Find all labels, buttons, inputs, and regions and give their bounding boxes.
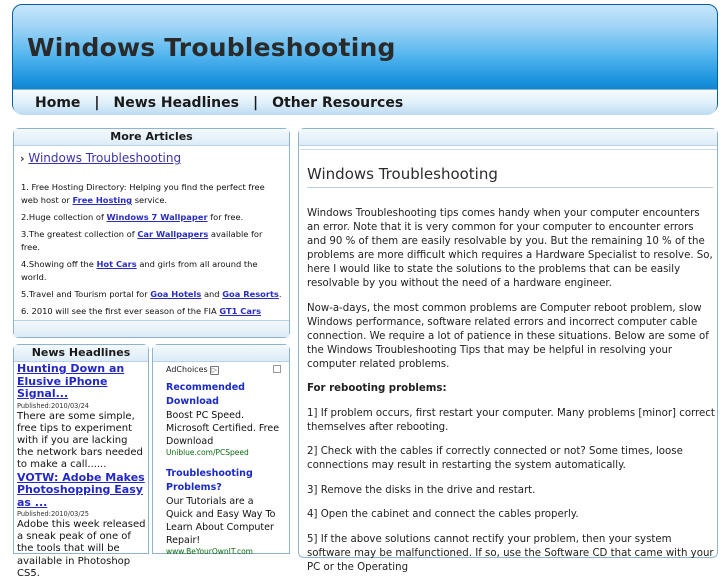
list-item: 3.The greatest collection of Car Wallpapers available for free.	[21, 229, 263, 252]
list-item: 6. 2010 will see the first ever season of the FIA GT1 Cars	[21, 306, 262, 316]
adchoices-row[interactable]	[166, 363, 283, 379]
article-list	[14, 165, 289, 331]
ad-text: Our Tutorials are a Quick and Easy Way To Learn About Computer Repair!	[166, 496, 276, 546]
news-summary: There are some simple, free tips to experiment with if you are lacking the network bars needed to make a call......	[17, 410, 143, 471]
close-icon[interactable]	[273, 365, 281, 373]
more-articles-panel	[13, 128, 290, 338]
step-item: 3] Remove the disks in the drive and restart.	[307, 484, 536, 496]
panel-footer	[14, 320, 289, 337]
free-hosting-link[interactable]: Free Hosting	[72, 195, 133, 205]
main-content-panel	[298, 128, 718, 573]
article-body	[307, 207, 715, 585]
news-title-link[interactable]: Hunting Down an Elusive iPhone Signal...	[17, 362, 125, 400]
ad-title-link[interactable]: Recommended Download	[166, 382, 245, 407]
hot-cars-link[interactable]: Hot Cars	[96, 259, 137, 269]
ad-url[interactable]: Uniblue.com/PCSpeed	[166, 448, 249, 457]
step-item: 5] If the above solutions cannot rectify your problem, then your system software may be malfunctioned. If so, use the Software CD that came with your PC or the Operating	[307, 533, 714, 573]
ad-text: Boost PC Speed. Microsoft Certified. Free Download	[166, 410, 280, 447]
ad-panel-heading	[153, 345, 289, 362]
section-subheading: For rebooting problems:	[307, 383, 447, 394]
adchoices-icon: ▷	[211, 366, 218, 374]
car-wallpapers-link[interactable]: Car Wallpapers	[137, 229, 209, 239]
topic-link[interactable]: Windows Troubleshooting	[28, 151, 182, 165]
nav-separator: |	[94, 94, 100, 111]
news-summary: Adobe this week released a sneak peak of one of the tools that will be available in Photoshop CS5.	[17, 519, 146, 579]
goa-resorts-link[interactable]: Goa Resorts	[222, 289, 279, 299]
news-headlines-heading: News Headlines	[14, 345, 148, 362]
step-item: 2] Check with the cables if correctly connected or not? Some times, loose connections may result in restarting the system automatically.	[307, 446, 683, 471]
news-title-link[interactable]: VOTW: Adobe Makes Photoshopping Easy as ...	[17, 470, 145, 509]
ad-title-link[interactable]: Troubleshooting Problems?	[166, 468, 253, 493]
site-title[interactable]: Windows Troubleshooting	[27, 33, 396, 62]
ad-item	[166, 467, 283, 557]
nav-home[interactable]: Home	[35, 94, 81, 111]
list-item: 1. Free Hosting Directory: Helping you find the perfect free web host or Free Hosting service.	[21, 182, 265, 205]
list-item: 4.Showing off the Hot Cars and girls from all around the world.	[21, 259, 258, 282]
news-item	[17, 472, 146, 581]
ad-url[interactable]: www.BeYourOwnIT.com	[166, 547, 253, 556]
nav-news-headlines[interactable]: News Headlines	[113, 94, 239, 111]
goa-hotels-link[interactable]: Goa Hotels	[150, 289, 202, 299]
list-item: 2.Huge collection of Windows 7 Wallpaper for free.	[21, 212, 244, 222]
ad-panel	[152, 344, 290, 554]
news-published-date: Published:2010/03/24	[17, 401, 89, 410]
step-item: 1] If problem occurs, first restart your computer. Many problems [minor] correct themselves after rebooting.	[307, 407, 715, 433]
news-published-date: Published:2010/03/25	[17, 510, 89, 519]
nav-other-resources[interactable]: Other Resources	[272, 94, 404, 111]
windows-7-wallpaper-link[interactable]: Windows 7 Wallpaper	[106, 212, 208, 222]
news-headlines-panel	[13, 344, 149, 579]
title-divider	[307, 187, 713, 188]
gt1-cars-link[interactable]: GT1 Cars	[219, 306, 262, 316]
paragraph: Windows Troubleshooting tips comes handy when your computer encounters an error. Note that it is very common for your computer to encounter errors and 90 % of them are easily resolvable by you. But the remaining 10 % of the problems are more difficult which requires a Hardware Specialist to resolve. So, here I would like to state the solutions to the problems that can be easily resolvable by you without the need of a hardware engineer.	[307, 208, 713, 289]
main-panel-header	[299, 129, 717, 146]
topic-link-row	[14, 146, 289, 165]
chevron-right-icon: ›	[20, 152, 25, 165]
ad-item	[166, 381, 283, 458]
step-item: 4] Open the cabinet and connect the cables properly.	[307, 509, 579, 520]
adchoices-label: AdChoices	[166, 365, 208, 374]
paragraph: Now-a-days, the most common problems are Computer reboot problem, slow Windows performance, software related errors and incorrect computer cable connection. We require a lot of patience in these situations. Below are some of the Windows Troubleshooting Tips that may be helpful in resolving your computer related problems.	[307, 302, 709, 370]
page-title: Windows Troubleshooting	[307, 165, 498, 183]
nav-separator: |	[252, 94, 259, 111]
news-item	[17, 363, 146, 472]
site-header	[12, 4, 718, 114]
main-nav	[13, 89, 717, 115]
more-articles-heading: More Articles	[14, 129, 289, 146]
list-item: 5.Travel and Tourism portal for Goa Hotels and Goa Resorts.	[21, 289, 282, 299]
